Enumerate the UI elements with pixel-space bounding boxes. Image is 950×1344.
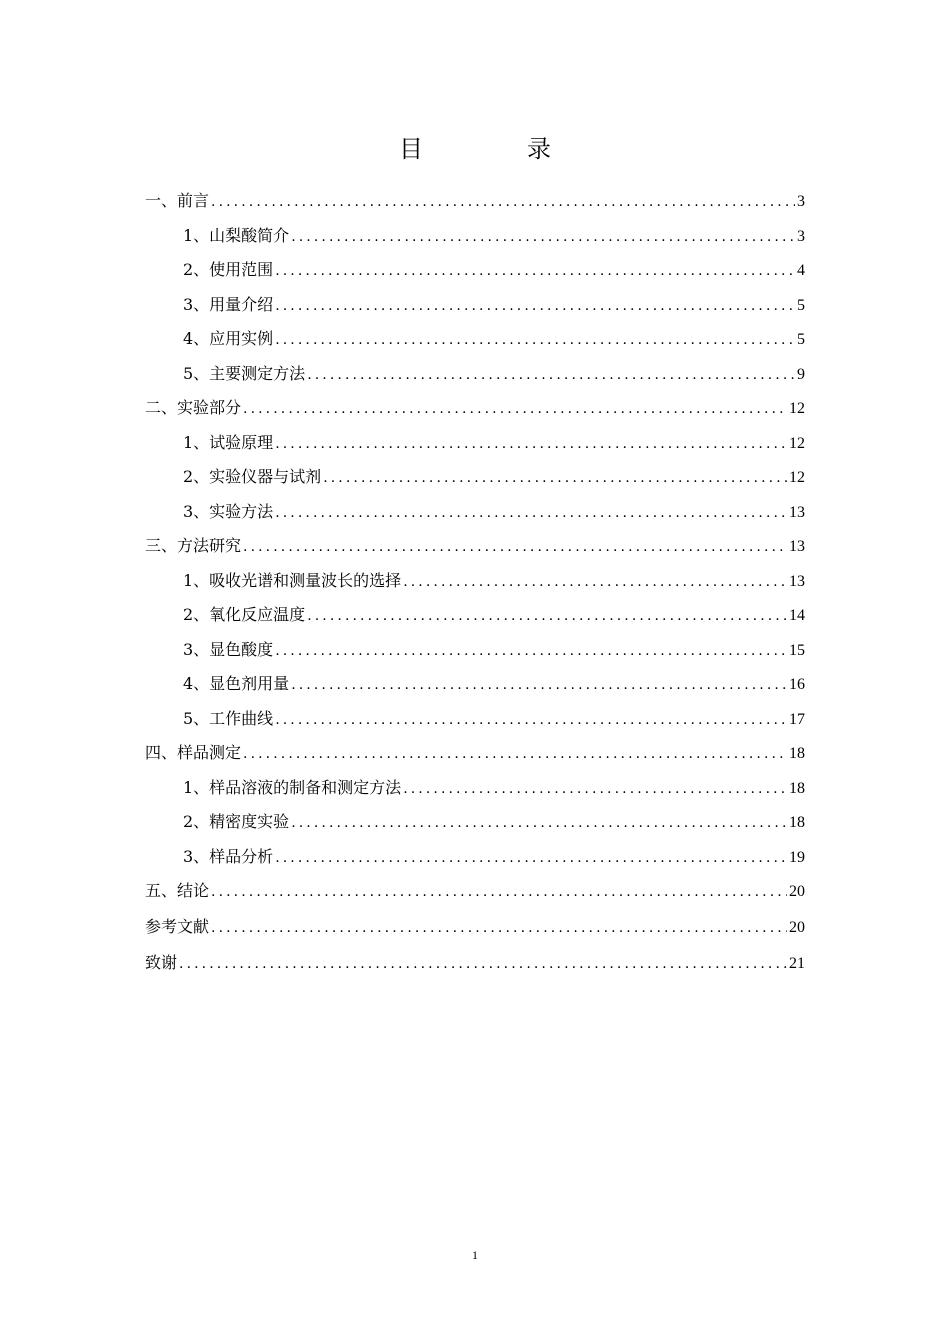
- toc-entry[interactable]: [145, 426, 805, 461]
- toc-leader-dots: [291, 220, 795, 254]
- toc-entry-label: 2、实验仪器与试剂: [183, 467, 322, 486]
- toc-entry[interactable]: [145, 945, 805, 982]
- toc-entry[interactable]: [145, 702, 805, 737]
- toc-entry-page: 12: [789, 434, 805, 452]
- toc-entry-page: 20: [789, 918, 805, 936]
- toc-entry[interactable]: [145, 495, 805, 530]
- toc-leader-dots: [307, 599, 787, 633]
- toc-entry[interactable]: [145, 391, 805, 426]
- toc-entry-page: 4: [797, 262, 805, 279]
- toc-entry-label: 3、实验方法: [183, 501, 274, 521]
- toc-entry-page: 21: [789, 955, 805, 972]
- toc-entry-page: 17: [789, 710, 805, 728]
- toc-leader-dots: [403, 565, 787, 599]
- toc-leader-dots: [275, 634, 787, 668]
- toc-entry[interactable]: [145, 667, 805, 702]
- toc-entry-label: 1、吸收光谱和测量波长的选择: [183, 570, 402, 590]
- toc-entry-label: 5、主要测定方法: [183, 363, 306, 383]
- toc-entry-page: 16: [789, 676, 805, 693]
- toc-leader-dots: [323, 461, 787, 495]
- toc-entry-page: 14: [789, 607, 805, 624]
- toc-leader-dots: [403, 772, 787, 806]
- page-number: 1: [472, 1248, 478, 1262]
- toc-entry-page: 13: [789, 503, 805, 521]
- toc-entry[interactable]: [145, 460, 805, 495]
- toc-entry[interactable]: [145, 840, 805, 875]
- toc-entry[interactable]: [145, 322, 805, 357]
- toc-leader-dots: [211, 910, 787, 946]
- toc-entry-label: 2、精密度实验: [183, 812, 290, 831]
- toc-leader-dots: [275, 289, 795, 323]
- toc-entry-page: 13: [789, 538, 805, 555]
- toc-entry-page: 3: [797, 193, 805, 210]
- toc-entry-label: 4、显色剂用量: [183, 674, 290, 693]
- toc-entry-page: 18: [789, 745, 805, 762]
- toc-entry[interactable]: [145, 633, 805, 668]
- toc-leader-dots: [243, 530, 787, 564]
- toc-entry-page: 3: [797, 227, 805, 245]
- toc-leader-dots: [275, 427, 787, 461]
- toc-entry[interactable]: [145, 253, 805, 288]
- toc-entry[interactable]: [145, 184, 805, 219]
- toc-entry-label: 二、实验部分: [145, 398, 242, 417]
- toc-entry[interactable]: [145, 219, 805, 254]
- toc-entry-label: 一、前言: [145, 191, 210, 210]
- toc-leader-dots: [211, 185, 795, 219]
- toc-entry-page: 15: [789, 641, 805, 659]
- toc-entry-label: 2、使用范围: [183, 260, 274, 279]
- toc-entry[interactable]: [145, 771, 805, 806]
- toc-leader-dots: [275, 323, 795, 357]
- toc-leader-dots: [291, 668, 787, 702]
- toc-leader-dots: [275, 841, 787, 875]
- toc-entry-label: 5、工作曲线: [183, 708, 274, 728]
- toc-entry-label: 1、样品溶液的制备和测定方法: [183, 777, 402, 797]
- toc-entry[interactable]: [145, 805, 805, 840]
- toc-leader-dots: [291, 806, 787, 840]
- toc-entry-label: 1、试验原理: [183, 432, 274, 452]
- toc-entry-label: 3、显色酸度: [183, 639, 274, 659]
- toc-entry-label: 3、样品分析: [183, 846, 274, 866]
- toc-entry[interactable]: [145, 529, 805, 564]
- toc-entry-page: 18: [789, 779, 805, 797]
- toc-entry-label: 致谢: [145, 953, 178, 972]
- toc-entry-label: 1、山梨酸简介: [183, 225, 290, 245]
- toc-entry[interactable]: [145, 288, 805, 323]
- toc-entry[interactable]: [145, 874, 805, 909]
- toc-entry[interactable]: [145, 909, 805, 946]
- toc-entry[interactable]: [145, 736, 805, 771]
- toc-leader-dots: [275, 254, 795, 288]
- toc-entry-page: 5: [797, 296, 805, 314]
- toc-entry-page: 13: [789, 572, 805, 590]
- toc-entry-label: 2、氧化反应温度: [183, 605, 306, 624]
- toc-entry-label: 三、方法研究: [145, 536, 242, 555]
- toc-leader-dots: [211, 875, 787, 909]
- toc-entry[interactable]: [145, 564, 805, 599]
- toc-entry-page: 19: [789, 848, 805, 866]
- table-of-contents: [145, 184, 805, 982]
- toc-entry-label: 参考文献: [145, 916, 210, 936]
- toc-title: 目 录: [399, 135, 591, 163]
- toc-leader-dots: [243, 737, 787, 771]
- toc-entry-page: 5: [797, 331, 805, 348]
- toc-entry-label: 4、应用实例: [183, 329, 274, 348]
- toc-leader-dots: [243, 392, 787, 426]
- toc-entry-label: 四、样品测定: [145, 743, 242, 762]
- toc-leader-dots: [275, 703, 787, 737]
- toc-entry-label: 五、结论: [145, 881, 210, 900]
- toc-leader-dots: [275, 496, 787, 530]
- toc-entry-page: 20: [789, 883, 805, 900]
- toc-leader-dots: [179, 946, 787, 982]
- toc-leader-dots: [307, 358, 795, 392]
- toc-entry-page: 12: [789, 400, 805, 417]
- toc-entry-page: 18: [789, 814, 805, 831]
- toc-entry[interactable]: [145, 598, 805, 633]
- toc-entry-label: 3、用量介绍: [183, 294, 274, 314]
- toc-entry[interactable]: [145, 357, 805, 392]
- toc-entry-page: 12: [789, 469, 805, 486]
- toc-entry-page: 9: [797, 365, 805, 383]
